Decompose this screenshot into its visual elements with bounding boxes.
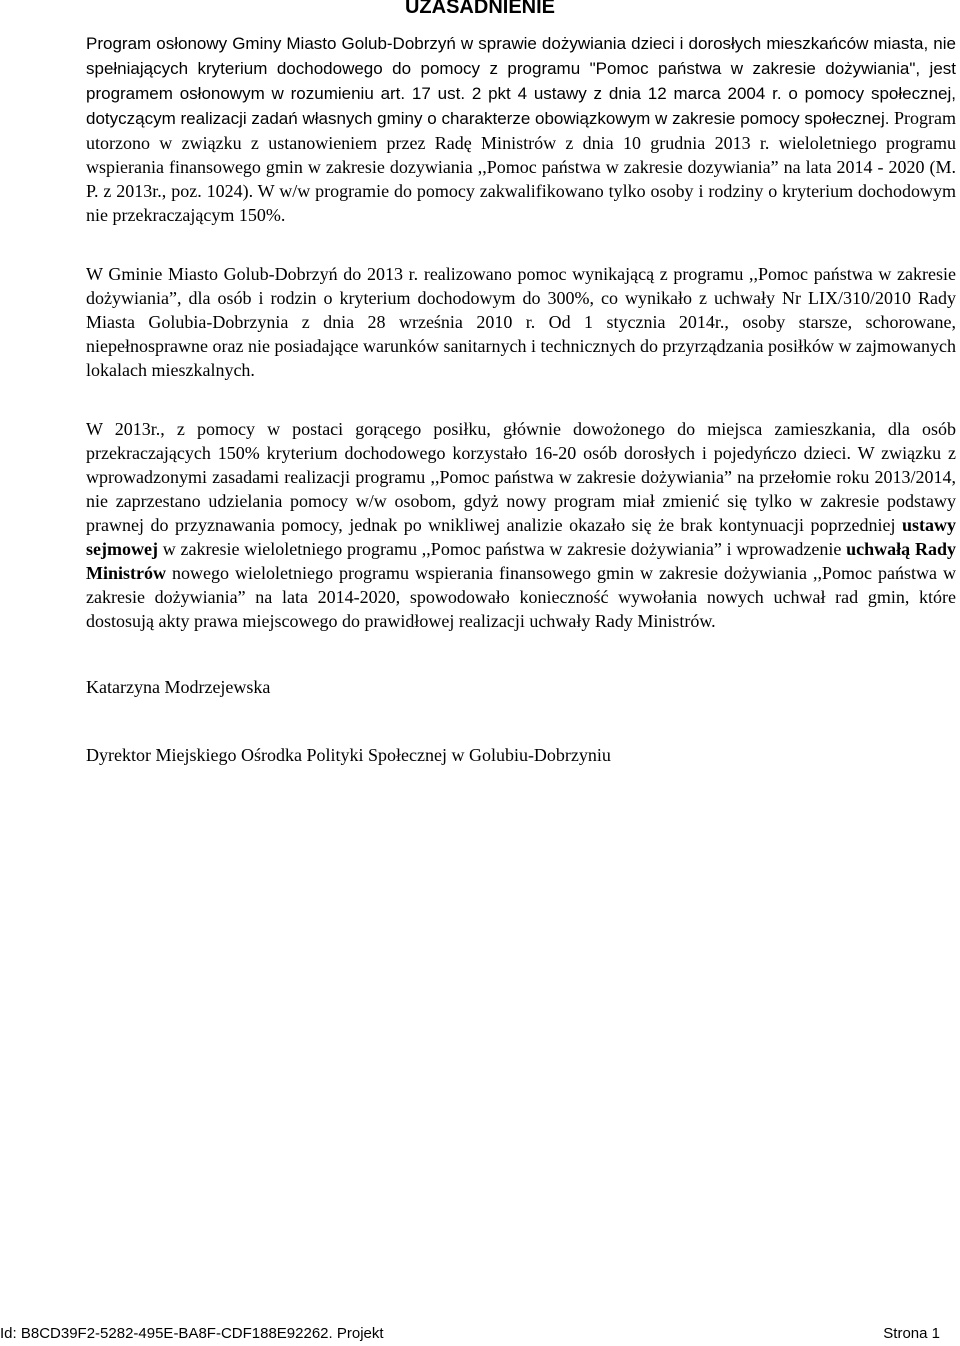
document-id: Id: B8CD39F2-5282-495E-BA8F-CDF188E92262. Projekt (0, 1325, 384, 1342)
bold-statute-term: ustawy sejmowej (86, 515, 956, 559)
paragraph-program-basis-text: Program utorzono w związku z ustanowieniem przez Radę Ministrów z dnia 10 grudnia 2013 r. wieloletniego programu wspierania finansowego gmin w zakresie dozywiania ,,Pomoc państwa w zakresie dozywiania” na lata 2014 - 2020 (M. P. z 2013r., poz. 1024). W w/w programie do pomocy zakwalifikowano tylko osoby i rodziny o kryterium dochodowym nie przekraczającym 150%. (86, 108, 956, 225)
document-body (86, 31, 956, 767)
signer-name: Katarzyna Modrzejewska (86, 677, 271, 697)
paragraph-justification (86, 417, 956, 633)
paragraph-intro-text: Program osłonowy Gminy Miasto Golub-Dobrzyń w sprawie dożywiania dzieci i dorosłych mieszkańców miasta, nie spełniających kryterium dochodowego do pomocy z programu "Pomoc państwa w zakresie dożywiania", jest programem osłonowym w rozumieniu art. 17 ust. 2 pkt 4 ustawy z dnia 12 marca 2004 r. o pomocy społecznej, dotyczącym realizacji zadań własnych gminy o charakterze obowiązkowym w zakresie pomocy społecznej. (86, 34, 956, 128)
signer-title: Dyrektor Miejskiego Ośrodka Polityki Społecznej w Golubiu-Dobrzyniu (86, 745, 611, 765)
paragraph-program-description (86, 31, 956, 227)
paragraph-justification-part-b: w zakresie wieloletniego programu ,,Pomoc państwa w zakresie dożywiania” i wprowadzenie (157, 539, 847, 559)
paragraph-history: W Gminie Miasto Golub-Dobrzyń do 2013 r. realizowano pomoc wynikającą z programu ,,Pomoc państwa w zakresie dożywiania”, dla osób i rodzin o kryterium dochodowym do 300%, co wynikało z uchwały Nr LIX/310/2010 Rady Miasta Golubia-Dobrzynia z dnia 28 września 2010 r. Od 1 stycznia 2014r., osoby starsze, schorowane, niepełnosprawne oraz nie posiadające warunków sanitarnych i technicznych do przyrządzania posiłków w zajmowanych lokalach mieszkalnych. (86, 264, 956, 380)
document-title: UZASADNIENIE (404, 0, 555, 18)
page-number: Strona 1 (883, 1325, 940, 1342)
paragraph-justification-part-a: W 2013r., z pomocy w postaci gorącego posiłku, głównie dowożonego do miejsca zamieszkania, dla osób przekraczających 150% kryterium dochodowego korzystało 16-20 osób dorosłych i pojedyńczo dzieci. W związku z wprowadzonymi zasadami realizacji programu ,,Pomoc państwa w zakresie dożywiania” na przełomie roku 2013/2014, nie zaprzestano udzielania pomocy w/w osobom, gdyż nowy program miał zmienić się tylko w zakresie podstawy prawnej do przyznawania pomocy, jednak po wnikliwej analizie okazało się że brak kontynuacji poprzedniej (86, 419, 956, 535)
bold-resolution-term: uchwałą Rady Ministrów (86, 539, 956, 583)
paragraph-justification-part-c: nowego wieloletniego programu wspierania finansowego gmin w zakresie dożywiania ,,Pomoc państwa w zakresie dożywiania” na lata 2014-2020, spowodowało konieczność wywołania nowych uchwał rad gmin, które dostosują akty prawa miejscowego do prawidłowej realizacji uchwały Rady Ministrów. (86, 563, 956, 631)
